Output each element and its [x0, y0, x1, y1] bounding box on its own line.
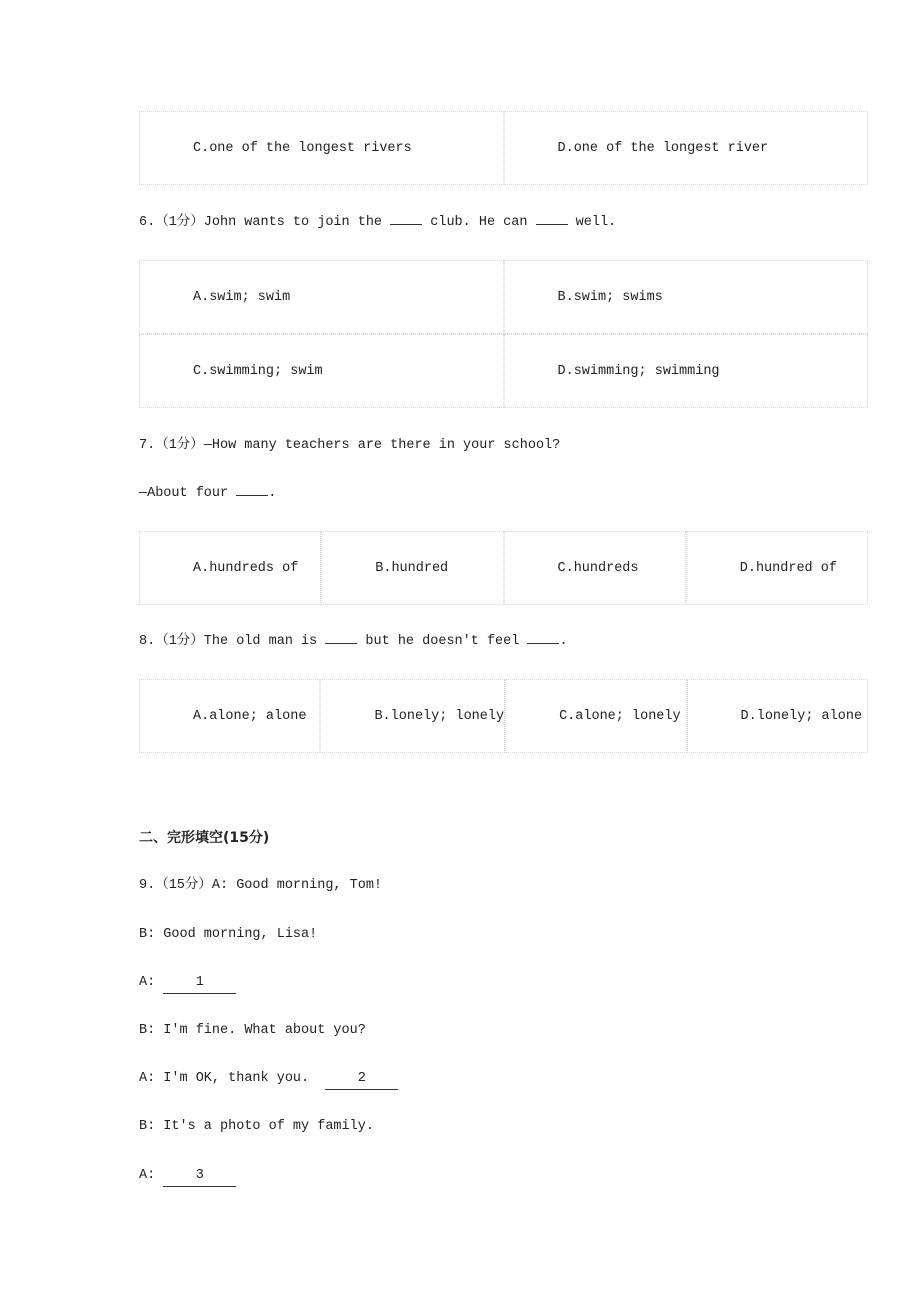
dialogue-line: 9.（15分）A: Good morning, Tom!	[139, 878, 383, 893]
dialogue-line: B: I'm fine. What about you?	[139, 1023, 366, 1038]
speaker: A:	[139, 975, 164, 990]
numbered-blank: 3	[163, 1166, 236, 1187]
q8-text-end: .	[559, 634, 568, 649]
answer-blank	[527, 643, 559, 644]
q7-text-end: .	[268, 486, 277, 501]
option-b[interactable]: B.swim; swims	[504, 260, 869, 334]
q8-text-mid: but he doesn't feel	[357, 634, 528, 649]
q8-options	[139, 679, 868, 753]
q6-text-mid: club. He can	[422, 215, 536, 230]
option-b[interactable]: B.lonely; lonely	[320, 679, 505, 753]
answer-blank	[325, 643, 357, 644]
numbered-blank: 1	[163, 973, 236, 994]
dialogue-line: B: Good morning, Lisa!	[139, 927, 318, 942]
dialogue-line: B: It's a photo of my family.	[139, 1119, 374, 1134]
option-d[interactable]: D.lonely; alone	[687, 679, 868, 753]
question-7: 7.（1分）—How many teachers are there in your school?	[139, 438, 561, 453]
q7-text: —About four	[139, 486, 237, 501]
dialogue-line	[139, 1166, 236, 1187]
question-8	[139, 632, 568, 652]
option-a[interactable]: A.hundreds of	[139, 531, 321, 605]
option-c[interactable]: C.alone; lonely	[505, 679, 686, 753]
option-c[interactable]: C.hundreds	[504, 531, 686, 605]
speaker-text: A: I'm OK, thank you.	[139, 1071, 326, 1086]
question-7-line2	[139, 484, 276, 504]
question-6	[139, 213, 616, 233]
option-b[interactable]: B.hundred	[321, 531, 503, 605]
option-d[interactable]: D.swimming; swimming	[504, 334, 869, 408]
option-c[interactable]: C.one of the longest rivers	[139, 111, 504, 185]
option-c[interactable]: C.swimming; swim	[139, 334, 504, 408]
q5-options	[139, 111, 868, 185]
speaker: A:	[139, 1168, 164, 1183]
option-d[interactable]: D.hundred of	[686, 531, 868, 605]
dialogue-line	[139, 1069, 398, 1090]
option-a[interactable]: A.swim; swim	[139, 260, 504, 334]
answer-blank	[236, 495, 268, 496]
option-a[interactable]: A.alone; alone	[139, 679, 320, 753]
option-d[interactable]: D.one of the longest river	[504, 111, 869, 185]
answer-blank	[536, 224, 568, 225]
q6-options	[139, 260, 868, 408]
q6-text: 6.（1分）John wants to join the	[139, 215, 391, 230]
dialogue-line	[139, 973, 236, 994]
q6-text-end: well.	[567, 215, 617, 230]
section-heading: 二、完形填空(15分)	[139, 830, 270, 846]
answer-blank	[390, 224, 422, 225]
q7-options	[139, 531, 868, 605]
numbered-blank: 2	[325, 1069, 398, 1090]
q8-text: 8.（1分）The old man is	[139, 634, 326, 649]
